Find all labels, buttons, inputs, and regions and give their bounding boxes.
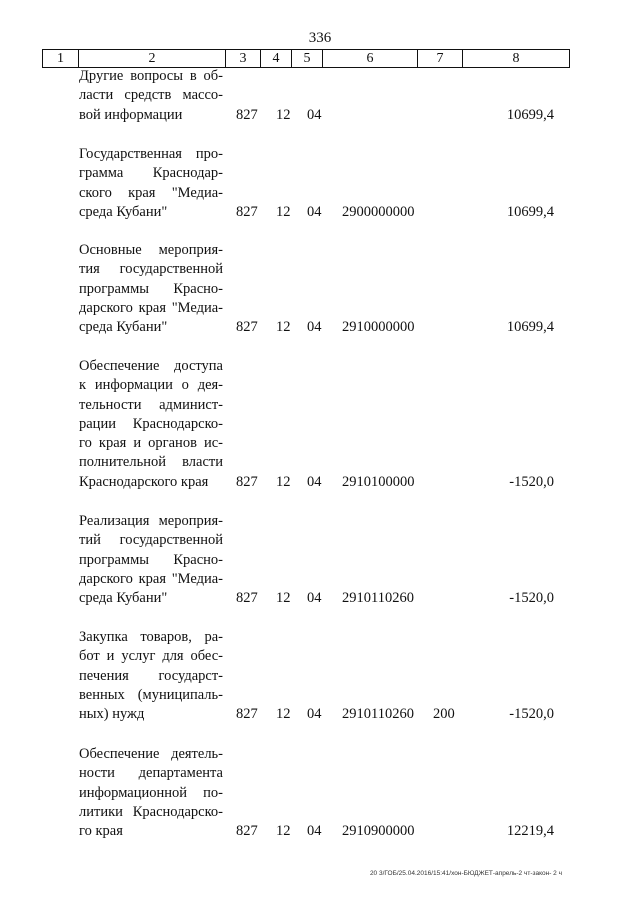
row-description bbox=[79, 241, 223, 337]
description-line: литики Краснодарско- bbox=[79, 803, 223, 820]
description-line: бот и услуг для обес- bbox=[79, 648, 223, 665]
cell-c3: 827 bbox=[236, 319, 258, 336]
cell-c6: 2910000000 bbox=[342, 319, 415, 336]
cell-c8: 10699,4 bbox=[506, 319, 554, 336]
cell-c5: 04 bbox=[307, 706, 322, 723]
cell-c4: 12 bbox=[276, 706, 291, 723]
row-description bbox=[79, 512, 223, 608]
column-header-8: 8 bbox=[512, 51, 520, 66]
cell-c3: 827 bbox=[236, 203, 258, 220]
description-line: го края и органов ис- bbox=[79, 435, 223, 452]
row-description bbox=[79, 67, 223, 125]
cell-c7: 200 bbox=[433, 706, 455, 723]
row-description bbox=[79, 145, 223, 222]
cell-c4: 12 bbox=[276, 823, 291, 840]
description-line: ных) нужд bbox=[79, 706, 145, 723]
cell-c6: 2910110260 bbox=[342, 706, 414, 723]
cell-c5: 04 bbox=[307, 203, 322, 220]
cell-c5: 04 bbox=[307, 473, 322, 490]
cell-c8: -1520,0 bbox=[509, 590, 554, 607]
cell-c4: 12 bbox=[276, 473, 291, 490]
description-line: ности департамента bbox=[79, 765, 223, 782]
column-header-row bbox=[42, 49, 570, 68]
description-line: печения государст- bbox=[79, 667, 223, 684]
description-line: ского края "Медиа- bbox=[79, 184, 223, 201]
description-line: среда Кубани" bbox=[79, 203, 168, 220]
description-line: Реализация мероприя- bbox=[79, 513, 223, 529]
description-line: программы Красно- bbox=[79, 551, 223, 568]
cell-c6: 2910110260 bbox=[342, 590, 414, 607]
description-line: рации Краснодарско- bbox=[79, 415, 223, 432]
footer-code: 20 3/ГОБ/25.04.2016/15:41/хон-БЮДЖЕТ-апрель-2 чт-закон- 2 ч bbox=[369, 870, 562, 877]
column-header-1: 1 bbox=[43, 50, 79, 67]
description-line: Закупка товаров, ра- bbox=[79, 629, 223, 645]
cell-c3: 827 bbox=[236, 473, 258, 490]
cell-c4: 12 bbox=[276, 106, 291, 123]
row-description bbox=[79, 357, 223, 492]
description-line: к информации о дея- bbox=[79, 377, 223, 394]
page-number: 336 bbox=[308, 30, 332, 46]
row-description bbox=[79, 628, 223, 724]
column-header-7: 7 bbox=[418, 50, 463, 67]
description-line: вой информации bbox=[79, 106, 183, 123]
cell-c8: -1520,0 bbox=[509, 706, 554, 723]
cell-c6: 2910900000 bbox=[342, 823, 415, 840]
column-header-4: 4 bbox=[261, 50, 292, 67]
cell-c8: 10699,4 bbox=[506, 203, 554, 220]
description-line: венных (муниципаль- bbox=[79, 686, 223, 703]
cell-c4: 12 bbox=[276, 590, 291, 607]
description-line: Другие вопросы в об- bbox=[79, 68, 223, 84]
cell-c5: 04 bbox=[307, 823, 322, 840]
cell-c8: -1520,0 bbox=[509, 473, 554, 490]
cell-c4: 12 bbox=[276, 203, 291, 220]
description-line: среда Кубани" bbox=[79, 590, 168, 607]
description-line: Обеспечение деятель- bbox=[79, 746, 223, 762]
description-line: ласти средств массо- bbox=[79, 87, 223, 104]
column-header-6: 6 bbox=[323, 50, 418, 67]
cell-c5: 04 bbox=[307, 106, 322, 123]
description-line: полнительной власти bbox=[79, 454, 223, 471]
cell-c6: 2900000000 bbox=[342, 203, 415, 220]
description-line: тельности админист- bbox=[79, 396, 223, 413]
cell-c3: 827 bbox=[236, 823, 258, 840]
description-line: среда Кубани" bbox=[79, 319, 168, 336]
description-line: Краснодарского края bbox=[79, 473, 209, 490]
cell-c6: 2910100000 bbox=[342, 473, 415, 490]
cell-c5: 04 bbox=[307, 319, 322, 336]
description-line: грамма Краснодар- bbox=[79, 165, 223, 182]
description-line: дарского края "Медиа- bbox=[79, 299, 223, 316]
row-description bbox=[79, 745, 223, 841]
description-line: тия государственной bbox=[79, 261, 223, 278]
description-line: го края bbox=[79, 823, 123, 840]
description-line: тий государственной bbox=[79, 532, 223, 549]
column-header-5: 5 bbox=[292, 50, 323, 67]
column-header-3: 3 bbox=[226, 50, 261, 67]
cell-c3: 827 bbox=[236, 106, 258, 123]
description-line: Обеспечение доступа bbox=[79, 358, 223, 374]
cell-c5: 04 bbox=[307, 590, 322, 607]
cell-c8: 12219,4 bbox=[506, 823, 554, 840]
description-line: дарского края "Медиа- bbox=[79, 570, 223, 587]
description-line: информационной по- bbox=[79, 784, 223, 801]
cell-c4: 12 bbox=[276, 319, 291, 336]
description-line: Основные мероприя- bbox=[79, 242, 223, 258]
description-line: программы Красно- bbox=[79, 280, 223, 297]
description-line: Государственная про- bbox=[79, 146, 223, 162]
column-header-2: 2 bbox=[79, 50, 226, 67]
cell-c8: 10699,4 bbox=[506, 106, 554, 123]
cell-c3: 827 bbox=[236, 590, 258, 607]
cell-c3: 827 bbox=[236, 706, 258, 723]
